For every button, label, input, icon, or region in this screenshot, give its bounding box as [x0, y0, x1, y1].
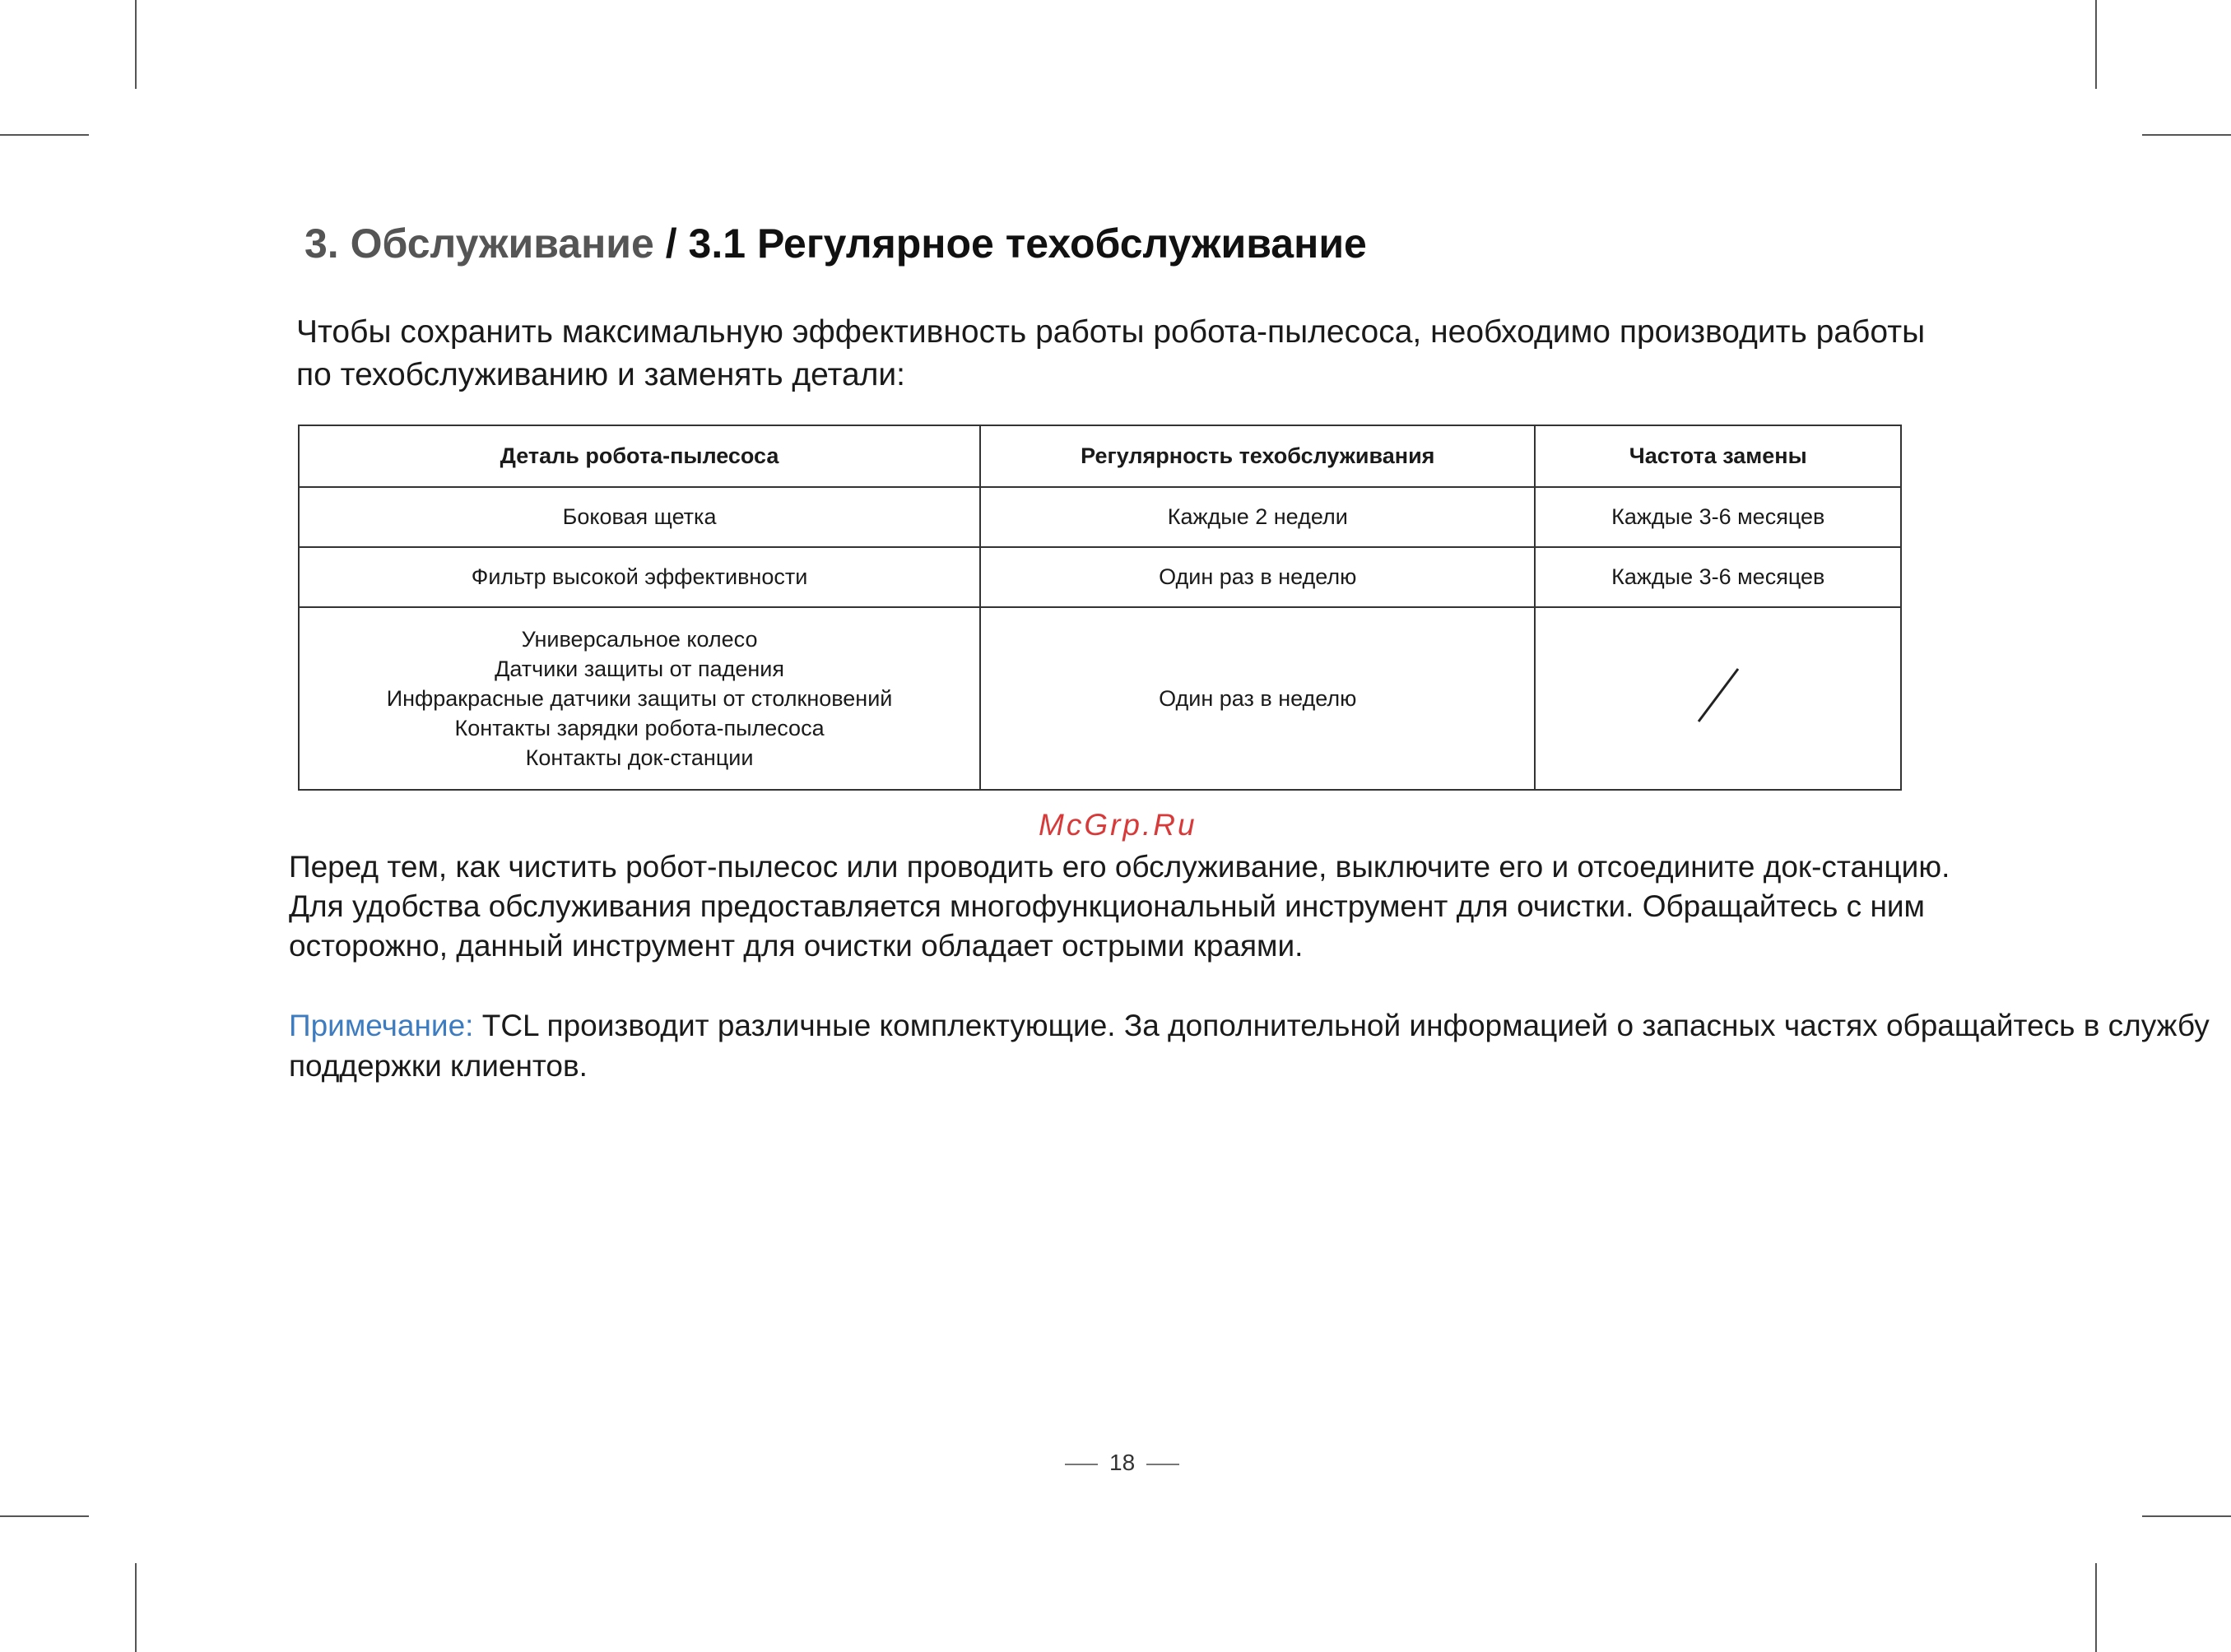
header-maintenance: Регулярность техобслуживания: [980, 425, 1535, 487]
replacement-cell: Каждые 3-6 месяцев: [1535, 547, 1901, 607]
watermark: McGrp.Ru: [1039, 808, 1197, 842]
page-number-value: 18: [1109, 1450, 1136, 1475]
table-row: [299, 547, 1901, 607]
crop-mark: [2142, 1515, 2231, 1517]
header-replacement: Частота замены: [1535, 425, 1901, 487]
paragraph-line: Перед тем, как чистить робот-пылесос или проводить его обслуживание, выключите его и отсоедините док-станцию.: [289, 850, 1950, 884]
subsection-title: 3.1 Регулярное техобслуживание: [688, 220, 1367, 267]
page-number-rule: [1065, 1464, 1098, 1465]
page-number: [1053, 1450, 1177, 1476]
not-applicable-slash-icon: [1694, 666, 1743, 725]
crop-mark: [2095, 1563, 2097, 1652]
table-row: [299, 487, 1901, 547]
crop-mark: [135, 0, 137, 89]
part-cell: Фильтр высокой эффективности: [299, 547, 980, 607]
part-name: Датчики защиты от падения: [495, 657, 784, 681]
part-name: Универсальное колесо: [521, 627, 758, 652]
table-row: [299, 607, 1901, 790]
section-title: 3. Обслуживание: [304, 220, 654, 267]
safety-paragraph: [289, 847, 2215, 966]
title-separator: /: [653, 220, 689, 267]
maintenance-table: [298, 425, 1902, 791]
replacement-cell: Каждые 3-6 месяцев: [1535, 487, 1901, 547]
maintenance-cell: Один раз в неделю: [980, 607, 1535, 790]
intro-text: Чтобы сохранить максимальную эффективность работы робота-пылесоса, необходимо производить работы по техобслуживанию и заменять детали:: [296, 314, 1926, 392]
part-cell: [299, 607, 980, 790]
part-name: Инфракрасные датчики защиты от столкновений: [386, 686, 893, 711]
note-label: Примечание:: [289, 1009, 474, 1042]
table-header-row: [299, 425, 1901, 487]
page-number-rule: [1146, 1464, 1179, 1465]
crop-mark: [2095, 0, 2097, 89]
page-title: [304, 219, 1367, 268]
part-name: Контакты зарядки робота-пылесоса: [454, 716, 825, 740]
header-part: Деталь робота-пылесоса: [299, 425, 980, 487]
paragraph-line: осторожно, данный инструмент для очистки обладает острыми краями.: [289, 929, 1304, 963]
crop-mark: [135, 1563, 137, 1652]
maintenance-cell: Каждые 2 недели: [980, 487, 1535, 547]
note-paragraph: [289, 1005, 2215, 1086]
part-name: Контакты док-станции: [525, 745, 754, 770]
replacement-cell: [1535, 607, 1901, 790]
crop-mark: [0, 134, 89, 136]
maintenance-cell: Один раз в неделю: [980, 547, 1535, 607]
crop-mark: [2142, 134, 2231, 136]
crop-mark: [0, 1515, 89, 1517]
note-text: TCL производит различные комплектующие. За дополнительной информацией о запасных частях обращайтесь в службу поддержки клиентов.: [289, 1009, 2210, 1083]
part-cell: Боковая щетка: [299, 487, 980, 547]
paragraph-line: Для удобства обслуживания предоставляется многофункциональный инструмент для очистки. Обращайтесь с ним: [289, 889, 1925, 923]
